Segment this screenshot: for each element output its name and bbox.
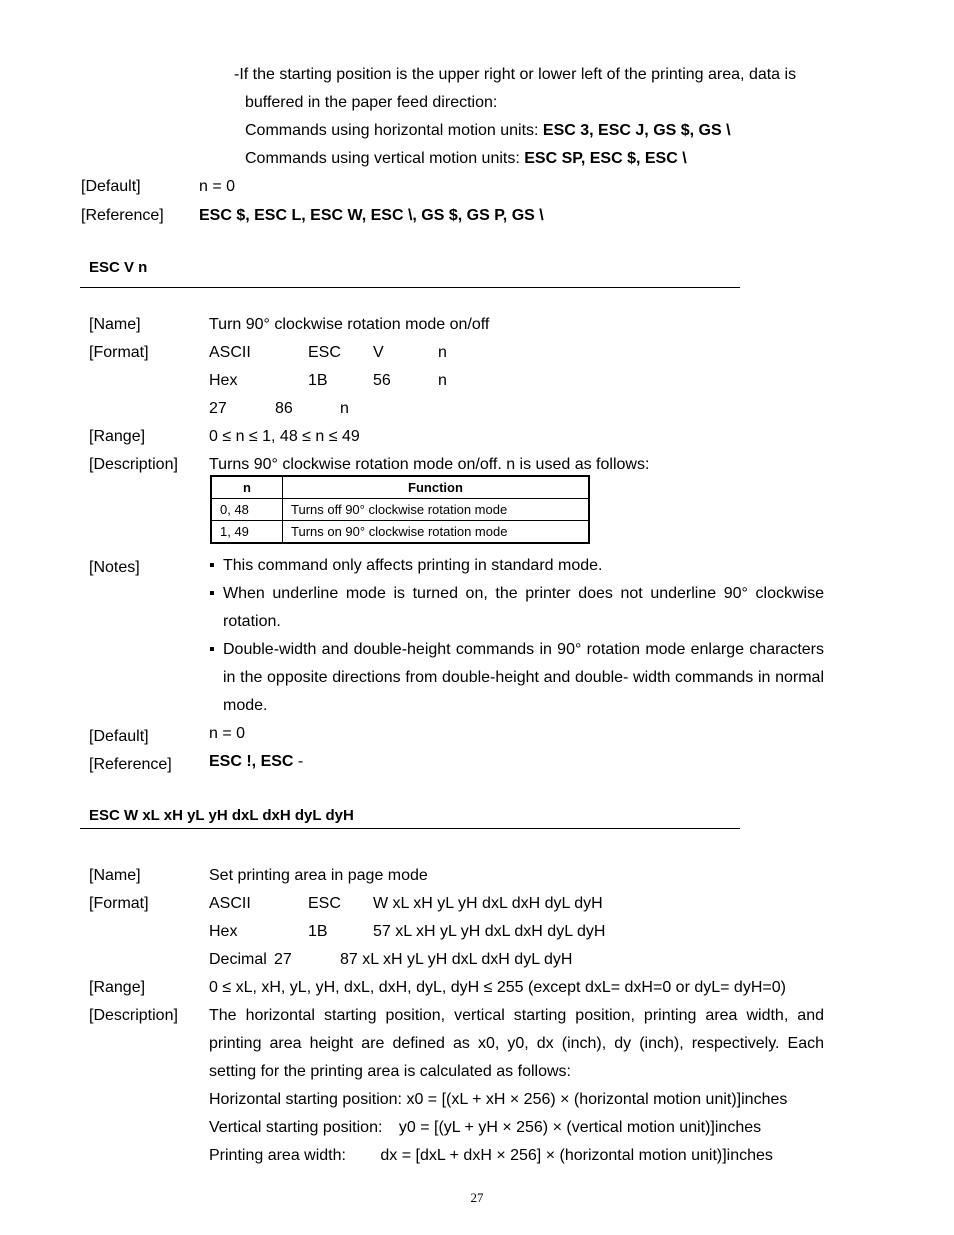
- format-cell: 27: [209, 400, 227, 417]
- formula-line: [209, 1090, 787, 1110]
- reference-label: [Reference]: [89, 756, 172, 773]
- format-cell: 27: [274, 951, 292, 968]
- table-cell-function: Turns on 90° clockwise rotation mode: [283, 521, 590, 544]
- reference-value: [209, 752, 303, 772]
- format-cell: V: [373, 344, 384, 361]
- format-cell: Hex: [209, 372, 238, 389]
- name-value: Set printing area in page mode: [209, 867, 428, 884]
- format-cell: 86: [275, 400, 293, 417]
- formula-label: Vertical starting position:: [209, 1119, 387, 1136]
- section-heading-esc-v: ESC V n: [89, 259, 148, 276]
- range-label: [Range]: [89, 979, 146, 996]
- intro-line-1: -If the starting position is the upper right or lower left of the printing area, data is: [234, 66, 797, 83]
- bullet-icon: ▪: [209, 557, 215, 574]
- formula-expression: x0 = [(xL + xH × 256) × (horizontal motion unit)]inches: [406, 1091, 788, 1108]
- section-heading-esc-w: ESC W xL xH yL yH dxL dxH dyL dyH: [89, 807, 354, 824]
- description-label: [Description]: [89, 1007, 178, 1024]
- name-label: [Name]: [89, 867, 141, 884]
- intro-line-4: [245, 149, 687, 169]
- formula-line: [209, 1118, 761, 1138]
- format-cell: 1B: [308, 923, 328, 940]
- format-cell: 1B: [308, 372, 328, 389]
- note-item: [209, 552, 824, 580]
- table-row: [211, 521, 589, 544]
- format-label: [Format]: [89, 895, 149, 912]
- table-header-n: n: [211, 476, 283, 499]
- default-label: [Default]: [89, 728, 149, 745]
- top-reference-value: ESC $, ESC L, ESC W, ESC \, GS $, GS P, GS \: [199, 207, 544, 224]
- horizontal-commands: ESC 3, ESC J, GS $, GS \: [542, 122, 731, 139]
- range-value: 0 ≤ xL, xH, yL, yH, dxL, dxH, dyL, dyH ≤ 255 (except dxL= dxH=0 or dyL= dyH=0): [209, 979, 786, 996]
- reference-commands: ESC !, ESC: [209, 753, 294, 770]
- note-text: When underline mode is turned on, the printer does not underline 90° clockwise rotation.: [223, 585, 824, 630]
- format-cell: Hex: [209, 923, 238, 940]
- format-cell: 87 xL xH yL yH dxL dxH dyL dyH: [340, 951, 573, 968]
- table-row: [211, 499, 589, 521]
- note-text: This command only affects printing in standard mode.: [223, 557, 603, 574]
- table-cell-n: 0, 48: [211, 499, 283, 521]
- format-cell: 57 xL xH yL yH dxL dxH dyL dyH: [373, 923, 606, 940]
- table-cell-function: Turns off 90° clockwise rotation mode: [283, 499, 590, 521]
- section-divider: [80, 828, 740, 829]
- intro-line-3-text: Commands using horizontal motion units:: [245, 122, 543, 139]
- section-divider: [80, 287, 740, 288]
- format-cell: n: [340, 400, 349, 417]
- top-reference-label: [Reference]: [81, 207, 164, 224]
- name-label: [Name]: [89, 316, 141, 333]
- page-number: 27: [470, 1190, 484, 1205]
- table-cell-n: 1, 49: [211, 521, 283, 544]
- table-header-row: [211, 476, 589, 499]
- formula-label: Horizontal starting position:: [209, 1091, 407, 1108]
- bullet-icon: ▪: [209, 585, 215, 602]
- format-cell: W xL xH yL yH dxL dxH dyL dyH: [373, 895, 603, 912]
- notes-label: [Notes]: [89, 559, 140, 576]
- vertical-commands: ESC SP, ESC $, ESC \: [524, 150, 687, 167]
- format-cell: n: [438, 372, 447, 389]
- range-value: 0 ≤ n ≤ 1, 48 ≤ n ≤ 49: [209, 428, 360, 445]
- formula-expression: dx = [dxL + dxH × 256] × (horizontal motion unit)]inches: [380, 1147, 773, 1164]
- name-value: Turn 90° clockwise rotation mode on/off: [209, 316, 490, 333]
- description-value: Turns 90° clockwise rotation mode on/off. n is used as follows:: [209, 456, 650, 473]
- format-cell: ASCII: [209, 895, 251, 912]
- format-label: [Format]: [89, 344, 149, 361]
- format-cell: Decimal: [209, 951, 267, 968]
- bullet-icon: ▪: [209, 641, 215, 658]
- description-label: [Description]: [89, 456, 178, 473]
- intro-line-2: buffered in the paper feed direction:: [245, 94, 498, 111]
- format-cell: n: [438, 344, 447, 361]
- formula-line: [209, 1146, 773, 1166]
- range-label: [Range]: [89, 428, 146, 445]
- formula-expression: y0 = [(yL + yH × 256) × (vertical motion unit)]inches: [398, 1119, 762, 1136]
- note-item: [209, 636, 824, 720]
- format-cell: ESC: [308, 344, 341, 361]
- note-text: Double-width and double-height commands in 90° rotation mode enlarge characters in the opposite directions from double-height and double- width commands in normal mode.: [223, 641, 824, 714]
- intro-line-3: [245, 121, 731, 141]
- table-header-function: Function: [283, 476, 590, 499]
- top-default-label: [Default]: [81, 178, 141, 195]
- formula-label: Printing area width:: [209, 1147, 351, 1164]
- function-table: [210, 475, 590, 544]
- note-item: [209, 580, 824, 636]
- reference-suffix: -: [293, 753, 304, 770]
- description-paragraph: The horizontal starting position, vertical starting position, printing area width, and printing area height are defined as x0, y0, dx (inch), dy (inch), respectively. Each setting for the printing area is calculated as follows:: [209, 1007, 824, 1080]
- intro-line-4-text: Commands using vertical motion units:: [245, 150, 525, 167]
- format-cell: 56: [373, 372, 391, 389]
- format-cell: ASCII: [209, 344, 251, 361]
- default-value: n = 0: [209, 725, 246, 742]
- top-default-value: n = 0: [199, 178, 236, 195]
- format-cell: ESC: [308, 895, 341, 912]
